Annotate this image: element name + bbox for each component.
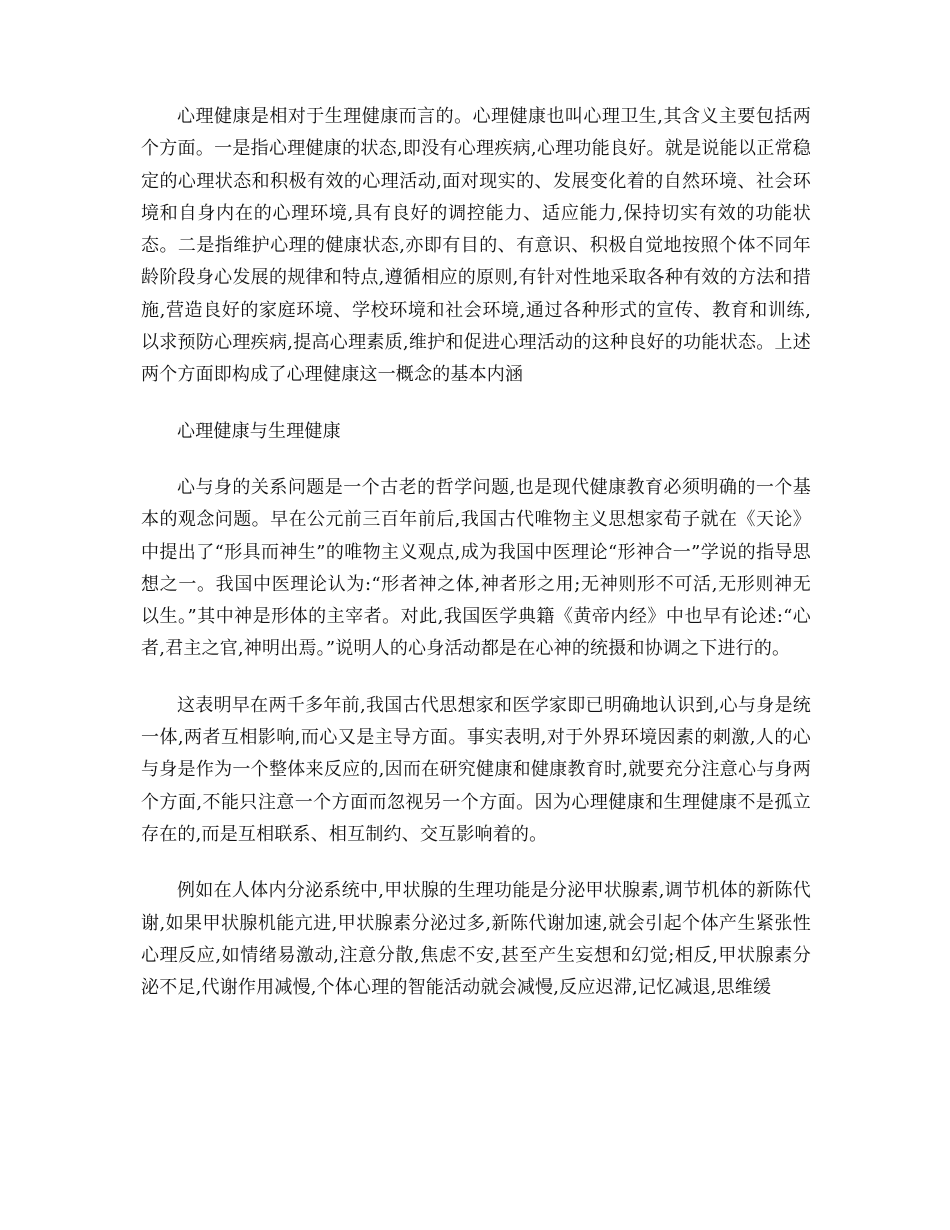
document-body — [141, 101, 811, 1028]
paragraph-mind-body: 心与身的关系问题是一个古老的哲学问题,也是现代健康教育必须明确的一个基本的观念问题。早在公元前三百年前后,我国古代唯物主义思想家荀子就在《天论》中提出了“形具而神生”的唯物主义观点,成为我国中医理论“形神合一”学说的指导思想之一。我国中医理论认为:“形者神之体,神者形之用;无神则形不可活,无形则神无以生。”其中神是形体的主宰者。对此,我国医学典籍《黄帝内经》中也早有论述:“心者,君主之官,神明出焉。”说明人的心身活动都是在心神的统摄和协调之下进行的。 — [141, 476, 811, 660]
paragraph-example: 例如在人体内分泌系统中,甲状腺的生理功能是分泌甲状腺素,调节机体的新陈代谢,如果甲状腺机能亢进,甲状腺素分泌过多,新陈代谢加速,就会引起个体产生紧张性心理反应,如情绪易激动,注意分散,焦虑不安,甚至产生妄想和幻觉;相反,甲状腺素分泌不足,代谢作用减慢,个体心理的智能活动就会减慢,反应迟滞,记忆减退,思维缓 — [141, 880, 811, 999]
paragraph-definition: 心理健康是相对于生理健康而言的。心理健康也叫心理卫生,其含义主要包括两个方面。一是指心理健康的状态,即没有心理疾病,心理功能良好。就是说能以正常稳定的心理状态和积极有效的心理活动,面对现实的、发展变化着的自然环境、社会环境和自身内在的心理环境,具有良好的调控能力、适应能力,保持切实有效的功能状态。二是指维护心理的健康状态,亦即有目的、有意识、积极自觉地按照个体不同年龄阶段身心发展的规律和特点,遵循相应的原则,有针对性地采取各种有效的方法和措施,营造良好的家庭环境、学校环境和社会环境,通过各种形式的宣传、教育和训练,以求预防心理疾病,提高心理素质,维护和促进心理活动的这种良好的功能状态。上述两个方面即构成了心理健康这一概念的基本内涵 — [141, 106, 811, 386]
paragraph-unity: 这表明早在两千多年前,我国古代思想家和医学家即已明确地认识到,心与身是统一体,两者互相影响,而心又是主导方面。事实表明,对于外界环境因素的刺激,人的心与身是作为一个整体来反应的,因而在研究健康和健康教育时,就要充分注意心与身两个方面,不能只注意一个方面而忽视另一个方面。因为心理健康和生理健康不是孤立存在的,而是互相联系、相互制约、交互影响着的。 — [141, 694, 811, 845]
section-heading: 心理健康与生理健康 — [177, 420, 341, 442]
